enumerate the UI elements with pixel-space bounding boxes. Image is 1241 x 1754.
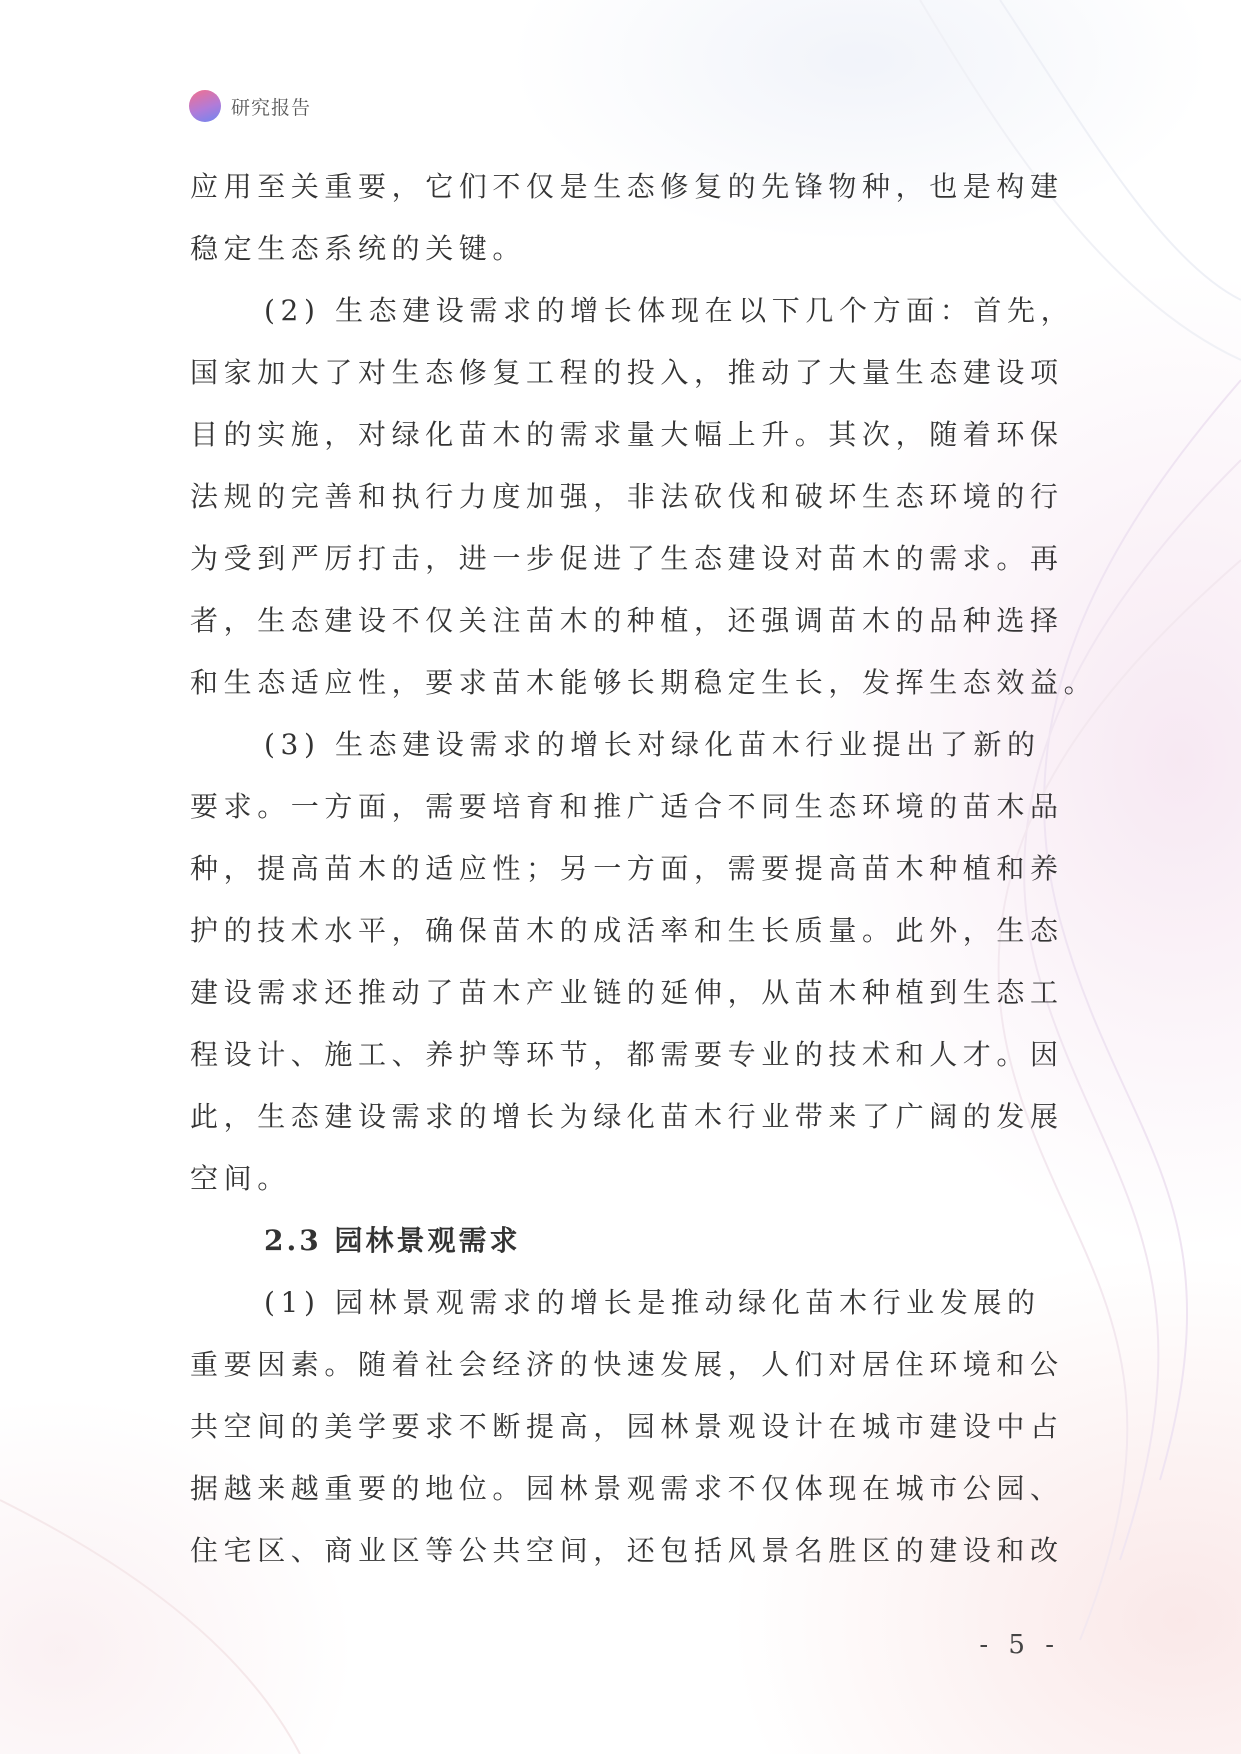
text-line: 为受到严厉打击，进一步促进了生态建设对苗木的需求。再 (190, 542, 1064, 575)
text-line: 者，生态建设不仅关注苗木的种植，还强调苗木的品种选择 (190, 604, 1064, 637)
text-line: 国家加大了对生态修复工程的投入，推动了大量生态建设项 (190, 356, 1064, 389)
text-line: (2) 生态建设需求的增长体现在以下几个方面：首先， (264, 294, 1075, 327)
text-line: 此，生态建设需求的增长为绿化苗木行业带来了广阔的发展 (190, 1100, 1064, 1133)
text-line: 应用至关重要，它们不仅是生态修复的先锋物种，也是构建 (190, 170, 1064, 203)
paragraph-item-2 (190, 280, 1098, 714)
text-line: 住宅区、商业区等公共空间，还包括风景名胜区的建设和改 (190, 1534, 1064, 1567)
document-body (190, 156, 1098, 1582)
text-line: 护的技术水平，确保苗木的成活率和生长质量。此外，生态 (190, 914, 1064, 947)
text-line: 建设需求还推动了苗木产业链的延伸，从苗木种植到生态工 (190, 976, 1064, 1009)
text-line: 据越来越重要的地位。园林景观需求不仅体现在城市公园、 (190, 1472, 1064, 1505)
text-line: 重要因素。随着社会经济的快速发展，人们对居住环境和公 (190, 1348, 1064, 1381)
paragraph-item-3 (190, 714, 1064, 1210)
page-number: - 5 - (979, 1630, 1060, 1660)
paragraph-item-1 (190, 1272, 1064, 1582)
page-header (189, 90, 311, 122)
paragraph-continuation (190, 156, 1064, 280)
text-line: 空间。 (190, 1162, 291, 1195)
text-line: 种，提高苗木的适应性；另一方面，需要提高苗木种植和养 (190, 852, 1064, 885)
section-heading: 2.3 园林景观需求 (264, 1224, 521, 1257)
text-line: 和生态适应性，要求苗木能够长期稳定生长，发挥生态效益。 (190, 666, 1098, 699)
header-title: 研究报告 (231, 96, 312, 119)
text-line: (1) 园林景观需求的增长是推动绿化苗木行业发展的 (264, 1286, 1041, 1319)
text-line: 共空间的美学要求不断提高，园林景观设计在城市建设中占 (190, 1410, 1064, 1443)
text-line: 法规的完善和执行力度加强，非法砍伐和破坏生态环境的行 (190, 480, 1064, 513)
text-line: (3) 生态建设需求的增长对绿化苗木行业提出了新的 (264, 728, 1041, 761)
text-line: 稳定生态系统的关键。 (190, 232, 527, 265)
text-line: 要求。一方面，需要培育和推广适合不同生态环境的苗木品 (190, 790, 1064, 823)
report-logo-icon (189, 90, 221, 122)
text-line: 目的实施，对绿化苗木的需求量大幅上升。其次，随着环保 (190, 418, 1064, 451)
text-line: 程设计、施工、养护等环节，都需要专业的技术和人才。因 (190, 1038, 1064, 1071)
